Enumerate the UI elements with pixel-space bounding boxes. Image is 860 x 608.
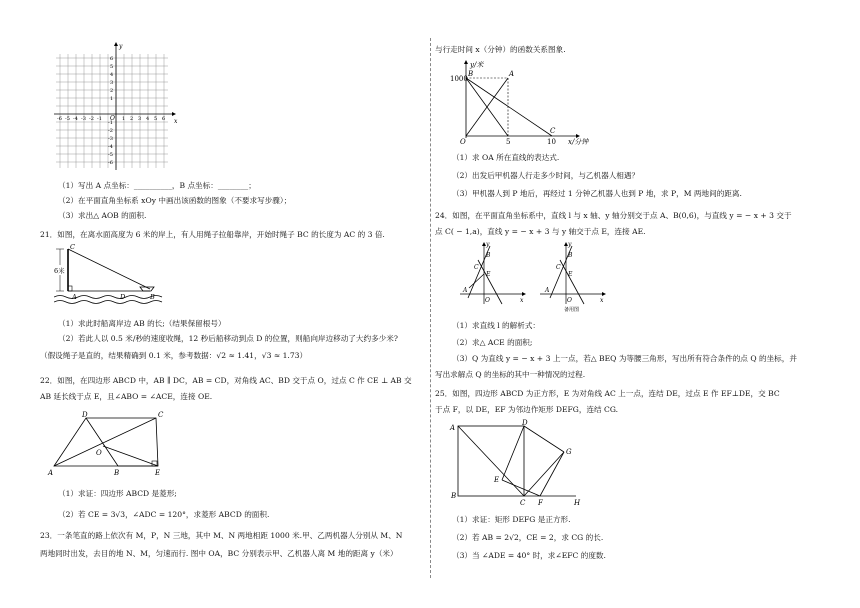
svg-text:-6: -6 (108, 160, 113, 166)
svg-text:-2: -2 (108, 128, 113, 134)
svg-text:A: A (450, 424, 456, 432)
svg-text:6: 6 (110, 56, 114, 62)
svg-text:-1: -1 (97, 116, 102, 122)
svg-text:-5: -5 (108, 152, 113, 158)
y-axis-arrow (114, 42, 118, 46)
q25-part2: （2）若 AB = 2√2，CE = 2，求 CG 的长. (452, 533, 604, 542)
svg-text:O: O (567, 297, 572, 304)
q21-stem: 21．如图，在离水面高度为 6 米的岸上，有人用绳子拉船靠岸，开始时绳子 BC 的长度为 AC 的 3 倍. (40, 230, 385, 239)
svg-text:4: 4 (146, 116, 150, 122)
q25-stem2: 于点 F，以 DE，EF 为邻边作矩形 DEFG，连结 CG. (435, 405, 619, 414)
q21-figure (54, 243, 174, 309)
q23-part2: （2）出发后甲机器人行走多少时间，与乙机器人相遇？ (452, 171, 640, 180)
svg-text:A: A (72, 293, 77, 301)
q24-spare-figure (538, 240, 608, 314)
q24-part1: （1）求直线 l 的解析式： (452, 321, 541, 330)
svg-text:-3: -3 (108, 136, 113, 142)
q23-part3: （3）甲机器人到 P 地后，再经过 1 分钟乙机器人也到 P 地，求 P，M 两地间的距离. (452, 189, 742, 198)
svg-text:E: E (494, 476, 500, 484)
q20-part3: （3）求出△ AOB 的面积. (58, 211, 147, 220)
q22-part1: （1）求证：四边形 ABCD 是菱形; (58, 489, 177, 498)
svg-text:3: 3 (110, 80, 114, 86)
svg-text:B: B (150, 293, 155, 301)
svg-text:4: 4 (110, 72, 114, 78)
q24-part2: （2）求△ ACE 的面积; (452, 338, 533, 347)
svg-text:x/分钟: x/分钟 (568, 138, 589, 146)
svg-text:C: C (474, 264, 479, 271)
svg-text:E: E (568, 271, 573, 278)
q25-part1: （1）求证：矩形 DEFG 是正方形. (452, 515, 571, 524)
height-label: 6米 (54, 267, 65, 275)
q21-part1: （1）求此时船离岸边 AB 的长;（结果保留根号） (58, 319, 226, 328)
q24-stem1: 24．如图，在平面直角坐标系中，直线 l 与 x 轴、y 轴分别交于点 A、B(0,6)，与直线 y = − x + 3 交于 (435, 211, 792, 220)
svg-text:C: C (550, 127, 556, 135)
svg-text:A: A (509, 70, 515, 78)
q23-stem3: 与行走时间 x（分钟）的函数关系图象. (435, 45, 566, 54)
coordinate-grid-figure (52, 40, 182, 172)
q25-figure (448, 418, 588, 506)
svg-text:-6: -6 (57, 116, 62, 122)
svg-text:-3: -3 (81, 116, 86, 122)
svg-text:1: 1 (122, 116, 126, 122)
svg-text:y: y (568, 241, 572, 248)
svg-text:-1: -1 (108, 120, 113, 126)
svg-text:1000: 1000 (450, 75, 468, 83)
q23-graph (448, 58, 628, 146)
svg-text:2: 2 (110, 88, 114, 94)
svg-text:10: 10 (547, 138, 556, 146)
x-axis-arrow (172, 112, 176, 116)
svg-text:F: F (538, 499, 543, 506)
svg-text:-4: -4 (73, 116, 78, 122)
svg-text:-4: -4 (108, 144, 113, 150)
q20-part2: （2）在平面直角坐标系 xOy 中画出该函数的图象（不要求写步骤）； (58, 196, 292, 205)
q22-stem1: 22．如图，在四边形 ABCD 中，AB ∥ DC，AB = CD，对角线 AC、BD 交于点 O，过点 C 作 CE ⊥ AB 交 (40, 376, 412, 385)
q23-stem1: 23．一条笔直的路上依次有 M，P，N 三地，其中 M、N 两地相距 1000 米.甲、乙两机器人分别从 M、N (40, 531, 403, 540)
q22-stem2: AB 延长线于点 E，且∠ABO = ∠ACE，连接 OE. (40, 392, 213, 401)
svg-text:B: B (486, 252, 491, 259)
line-bc (466, 78, 552, 136)
svg-text:y: y (486, 241, 490, 248)
y-tick-labels (108, 56, 113, 166)
svg-text:A: A (545, 287, 550, 294)
svg-text:B: B (568, 252, 573, 259)
svg-text:B: B (451, 492, 457, 500)
svg-text:D: D (120, 293, 126, 301)
svg-text:E: E (155, 469, 161, 477)
q25-part3: （3）当 ∠ADE = 40° 时，求∠EFC 的度数. (452, 551, 606, 560)
q21-note: （假设绳子是直的，结果精确到 0.1 米，参考数据：√2 ≈ 1.41，√3 ≈ 1.73） (40, 351, 308, 360)
svg-text:D: D (522, 419, 528, 427)
svg-text:G: G (566, 448, 572, 456)
svg-text:O: O (485, 297, 490, 304)
svg-text:E: E (486, 271, 491, 278)
x-axis-label: x (174, 118, 178, 125)
svg-text:x: x (520, 297, 524, 304)
svg-text:3: 3 (138, 116, 142, 122)
svg-text:B: B (468, 70, 474, 78)
svg-text:-2: -2 (89, 116, 94, 122)
q22-part2: （2）若 CE = 3√3，∠ADC = 120°，求菱形 ABCD 的面积. (58, 510, 270, 519)
svg-text:C: C (556, 264, 561, 271)
q24-stem2: 点 C( − 1,a)，直线 y = − x + 3 与 y 轴交于点 E，连接 AE. (435, 227, 646, 236)
svg-text:5: 5 (506, 138, 511, 146)
q22-figure (46, 408, 170, 478)
svg-text:y/米: y/米 (470, 61, 484, 69)
y-axis-label: y (119, 43, 123, 50)
svg-text:5: 5 (154, 116, 158, 122)
svg-text:O: O (460, 138, 466, 146)
column-divider (430, 38, 431, 578)
svg-text:H: H (574, 499, 581, 506)
q23-part1: （1）求 OA 所在直线的表达式. (452, 153, 560, 162)
svg-text:A: A (463, 287, 468, 294)
q24-part3: （3）Q 为直线 y = − x + 3 上一点，若△ BEQ 为等腰三角形，写出所有符合条件的点 Q 的坐标，并 (452, 354, 797, 363)
spare-figure-label: 备用图 (564, 307, 580, 313)
svg-text:C: C (70, 243, 75, 251)
q20-part1: （1）写出 A 点坐标：__________，B 点坐标：________； (58, 181, 256, 190)
q24-part3-cont: 写出求解点 Q 的坐标的其中一种情况的过程. (435, 370, 586, 379)
svg-text:A: A (48, 469, 54, 477)
svg-text:2: 2 (130, 116, 134, 122)
svg-text:x: x (600, 297, 604, 304)
svg-text:5: 5 (110, 64, 114, 70)
svg-text:-5: -5 (65, 116, 70, 122)
q24-figure (458, 240, 528, 306)
svg-text:B: B (114, 469, 120, 477)
svg-text:1: 1 (110, 96, 114, 102)
q21-part2: （2）若此人以 0.5 米/秒的速度收绳，12 秒后船移动到点 D 的位置，则船向岸边移动了大约多少米? (58, 334, 398, 343)
svg-text:C: C (520, 499, 526, 506)
svg-text:C: C (158, 411, 164, 419)
svg-text:O: O (96, 449, 102, 457)
svg-text:6: 6 (162, 116, 166, 122)
q23-stem2: 两地同时出发，去目的地 N、M，匀速而行. 图中 OA，BC 分别表示甲、乙机器人离 M 地的距离 y（米） (40, 549, 398, 558)
q25-stem1: 25．如图，四边形 ABCD 为正方形，E 为对角线 AC 上一点，连结 DE，过点 E 作 EF⊥DE，交 BC (435, 389, 780, 398)
svg-text:D: D (82, 411, 88, 419)
origin-label: O (110, 115, 115, 122)
